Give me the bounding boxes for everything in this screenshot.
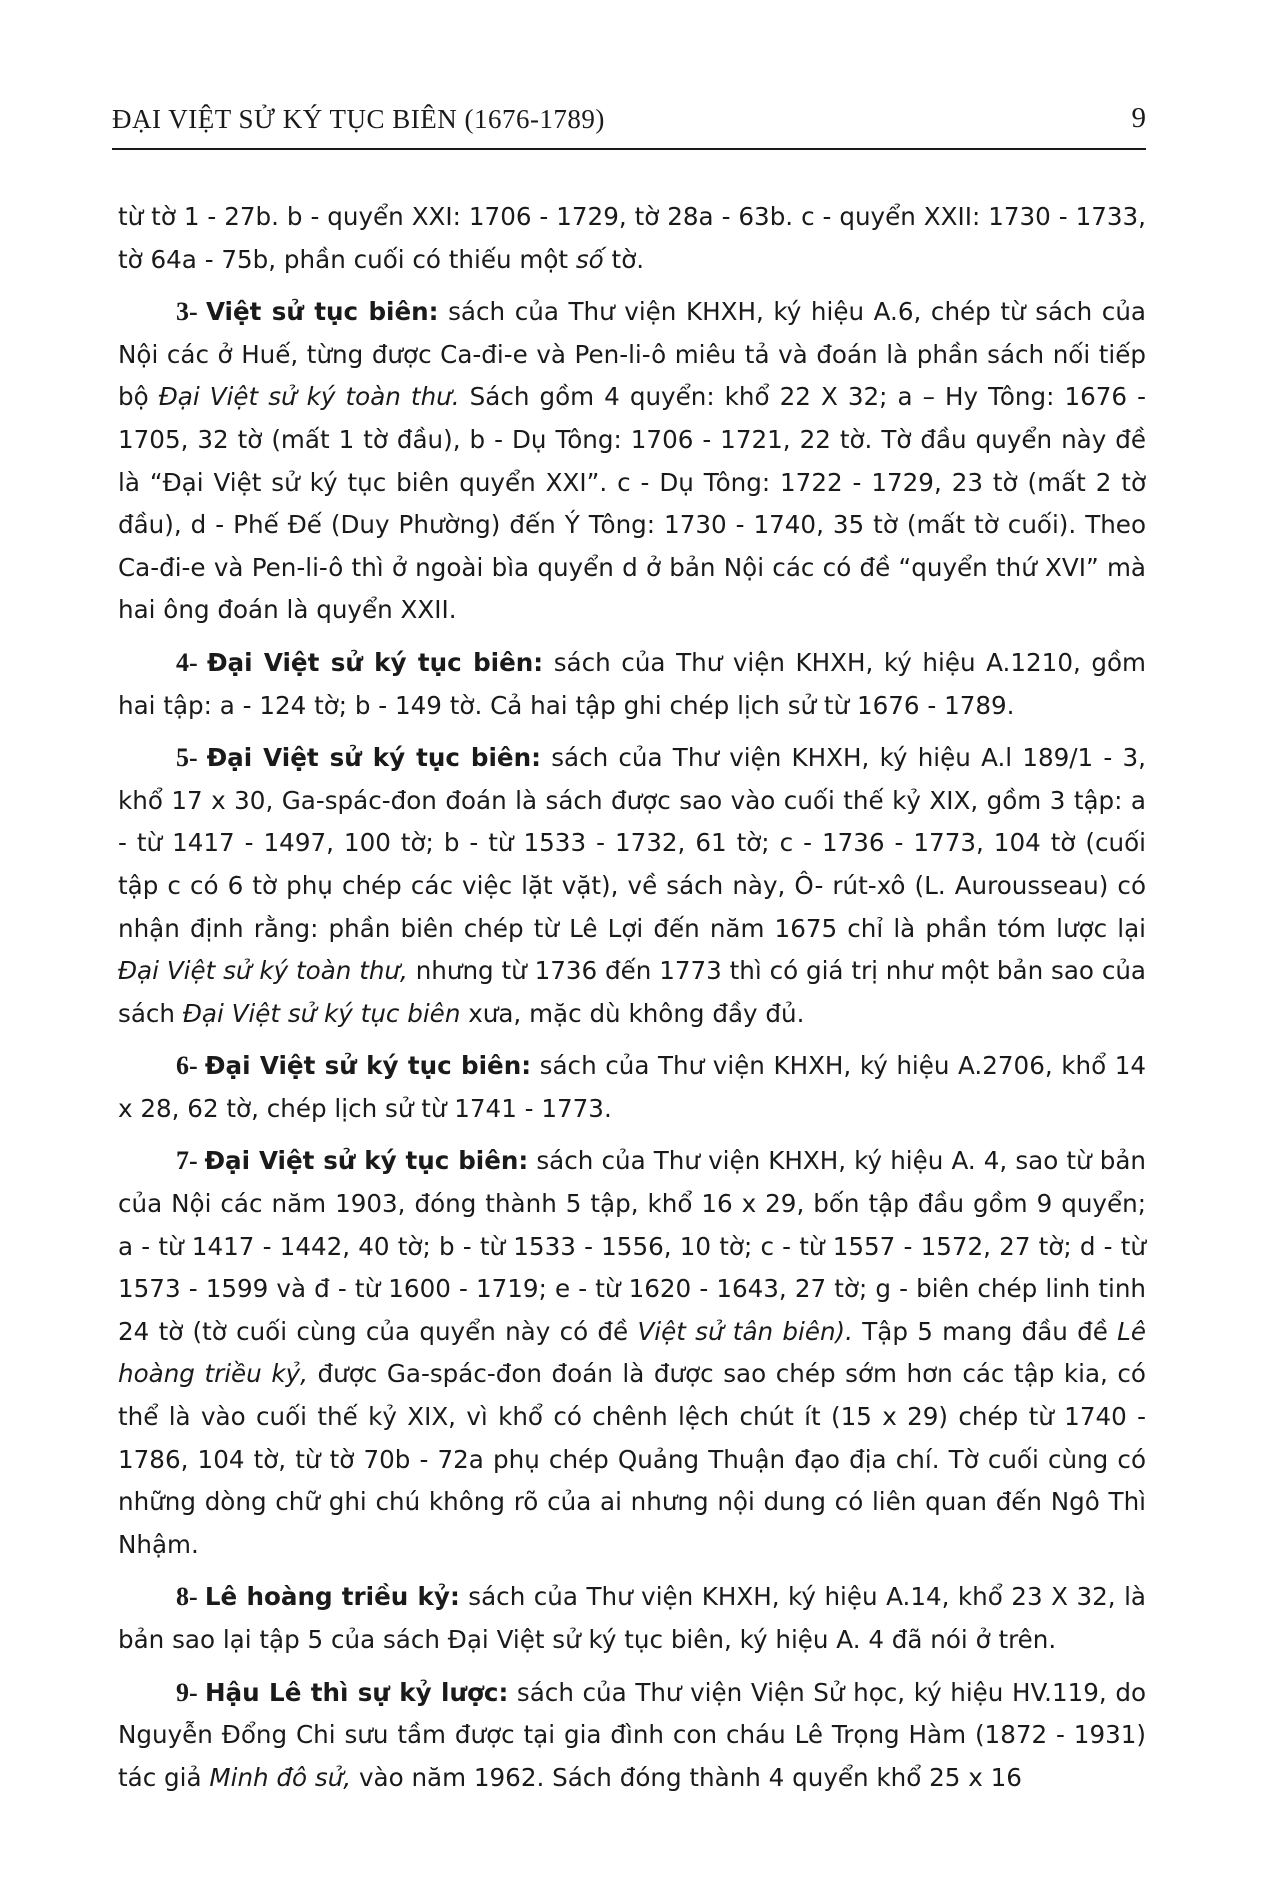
- item-title: Lê hoàng triều kỷ:: [204, 1582, 460, 1612]
- item-title: Việt sử tục biên:: [205, 297, 439, 327]
- item-title: Hậu Lê thì sự kỷ lược:: [204, 1677, 509, 1707]
- text-run: từ tờ 1 - 27b. b - quyển XXI: 1706 - 1729, tờ 28a - 63b. c - quyển XXII: 1730 - 1733, tờ 64a - 75b, phần cuối có thiếu một: [118, 202, 1146, 274]
- paragraph-item-7: [118, 1140, 1146, 1566]
- item-number: 8-: [176, 1582, 205, 1612]
- item-title: Đại Việt sử ký tục biên:: [204, 1051, 532, 1081]
- text-run: sách của Thư viện KHXH, ký hiệu A.2706, khổ 14 x 28, 62 tờ, chép lịch sử từ 1741 - 1773.: [118, 1051, 1146, 1123]
- text-run: sách của Thư viện KHXH, ký hiệu A. 4, sao từ bản của Nội các năm 1903, đóng thành 5 tập, khổ 16 x 29, bốn tập đầu gồm 9 quyển; a - từ 1417 - 1442, 40 tờ; b - từ 1533 - 1556, 10 tờ; c - từ 1557 - 1572, 27 tờ; d - từ 1573 - 1599 và đ - từ 1600 - 1719; e - từ 1620 - 1643, 27 tờ; g - biên chép linh tinh 24 tờ (tờ cuối cùng của quyển này có đề: [118, 1146, 1146, 1346]
- italic-run: số: [575, 244, 604, 274]
- text-run: tờ.: [603, 244, 645, 274]
- italic-run: Đại Việt sử ký tục biên: [182, 998, 461, 1028]
- running-title: ĐẠI VIỆT SỬ KÝ TỤC BIÊN (1676-1789): [112, 104, 605, 134]
- item-number: 7-: [176, 1146, 205, 1176]
- item-number: 3-: [176, 297, 206, 327]
- item-number: 9-: [176, 1677, 205, 1707]
- italic-run: Việt sử tân biên).: [637, 1316, 853, 1346]
- text-run: nhưng từ 1736 đến 1773 thì có giá trị như một bản sao của sách: [118, 956, 1146, 1028]
- item-title: Đại Việt sử ký tục biên:: [206, 647, 544, 677]
- item-number: 5-: [176, 743, 207, 773]
- italic-run: Lê hoàng triều kỷ,: [118, 1316, 1146, 1389]
- text-run: được Ga-spác-đon đoán là được sao chép sớm hơn các tập kia, có thể là vào cuối thế kỷ XIX, vì khổ có chênh lệch chút ít (15 x 29) chép từ 1740 - 1786, 104 tờ, từ tờ 70b - 72a phụ chép Quảng Thuận đạo địa chí. Tờ cuối cùng có những dòng chữ ghi chú không rõ của ai nhưng nội dung có liên quan đến Ngô Thì Nhậm.: [118, 1359, 1146, 1559]
- text-run: sách của Thư viện KHXH, ký hiệu A.l 189/1 - 3, khổ 17 x 30, Ga-spác-đon đoán là sách được sao vào cuối thế kỷ XIX, gồm 3 tập: a - từ 1417 - 1497, 100 tờ; b - từ 1533 - 1732, 61 tờ; c - 1736 - 1773, 104 tờ (cuối tập c có 6 tờ phụ chép các việc lặt vặt), về sách này, Ô- rút-xô (L. Aurousseau) có nhận định rằng: phần biên chép từ Lê Lợi đến năm 1675 chỉ là phần tóm lược lại: [118, 743, 1146, 943]
- italic-run: Đại Việt sử ký toàn thư,: [118, 956, 408, 986]
- italic-run: Đại Việt sử ký toàn thư.: [158, 382, 460, 412]
- paragraph-item-6: [118, 1045, 1146, 1130]
- paragraph-item-3: [118, 291, 1146, 632]
- text-run: vào năm 1962. Sách đóng thành 4 quyển khổ 25 x 16: [351, 1762, 1022, 1792]
- item-title: Đại Việt sử ký tục biên:: [204, 1146, 529, 1176]
- text-run: sách của Thư viện KHXH, ký hiệu A.6, chép từ sách của Nội các ở Huế, từng được Ca-đi-e và Pen-li-ô miêu tả và đoán là phần sách nối tiếp bộ: [118, 297, 1146, 412]
- page-number: 9: [1131, 102, 1146, 134]
- item-title: Đại Việt sử ký tục biên:: [206, 743, 541, 773]
- paragraph-continuation: [118, 196, 1146, 281]
- text-run: sách của Thư viện KHXH, ký hiệu A.1210, gồm hai tập: a - 124 tờ; b - 149 tờ. Cả hai tập ghi chép lịch sử từ 1676 - 1789.: [118, 647, 1146, 720]
- item-number: 6-: [176, 1051, 205, 1081]
- paragraph-item-5: [118, 737, 1146, 1035]
- paragraph-item-4: [118, 642, 1146, 727]
- running-header: [112, 100, 1146, 150]
- paragraph-item-8: [118, 1576, 1146, 1661]
- text-run: xưa, mặc dù không đầy đủ.: [460, 998, 805, 1028]
- item-number: 4-: [176, 647, 207, 677]
- body-text: [118, 196, 1146, 1809]
- text-run: sách của Thư viện Viện Sử học, ký hiệu HV.119, do Nguyễn Đổng Chi sưu tầm được tại gia đình con cháu Lê Trọng Hàm (1872 - 1931) tác giả: [118, 1677, 1146, 1792]
- italic-run: Minh đô sử,: [209, 1762, 352, 1792]
- paragraph-item-9: [118, 1672, 1146, 1800]
- text-run: sách của Thư viện KHXH, ký hiệu A.14, khổ 23 X 32, là bản sao lại tập 5 của sách Đại Việt sử ký tục biên, ký hiệu A. 4 đã nói ở trên.: [118, 1582, 1146, 1654]
- text-run: Sách gồm 4 quyển: khổ 22 X 32; a – Hy Tông: 1676 - 1705, 32 tờ (mất 1 tờ đầu), b - Dụ Tông: 1706 - 1721, 22 tờ. Tờ đầu quyển này đề là “Đại Việt sử ký tục biên quyển XXI”. c - Dụ Tông: 1722 - 1729, 23 tờ (mất 2 tờ đầu), d - Phế Đế (Duy Phường) đến Ý Tông: 1730 - 1740, 35 tờ (mất tờ cuối). Theo Ca-đi-e và Pen-li-ô thì ở ngoài bìa quyển d ở bản Nội các có đề “quyển thứ XVI” mà hai ông đoán là quyển XXII.: [118, 382, 1146, 625]
- text-run: Tập 5 mang đầu đề: [852, 1316, 1118, 1346]
